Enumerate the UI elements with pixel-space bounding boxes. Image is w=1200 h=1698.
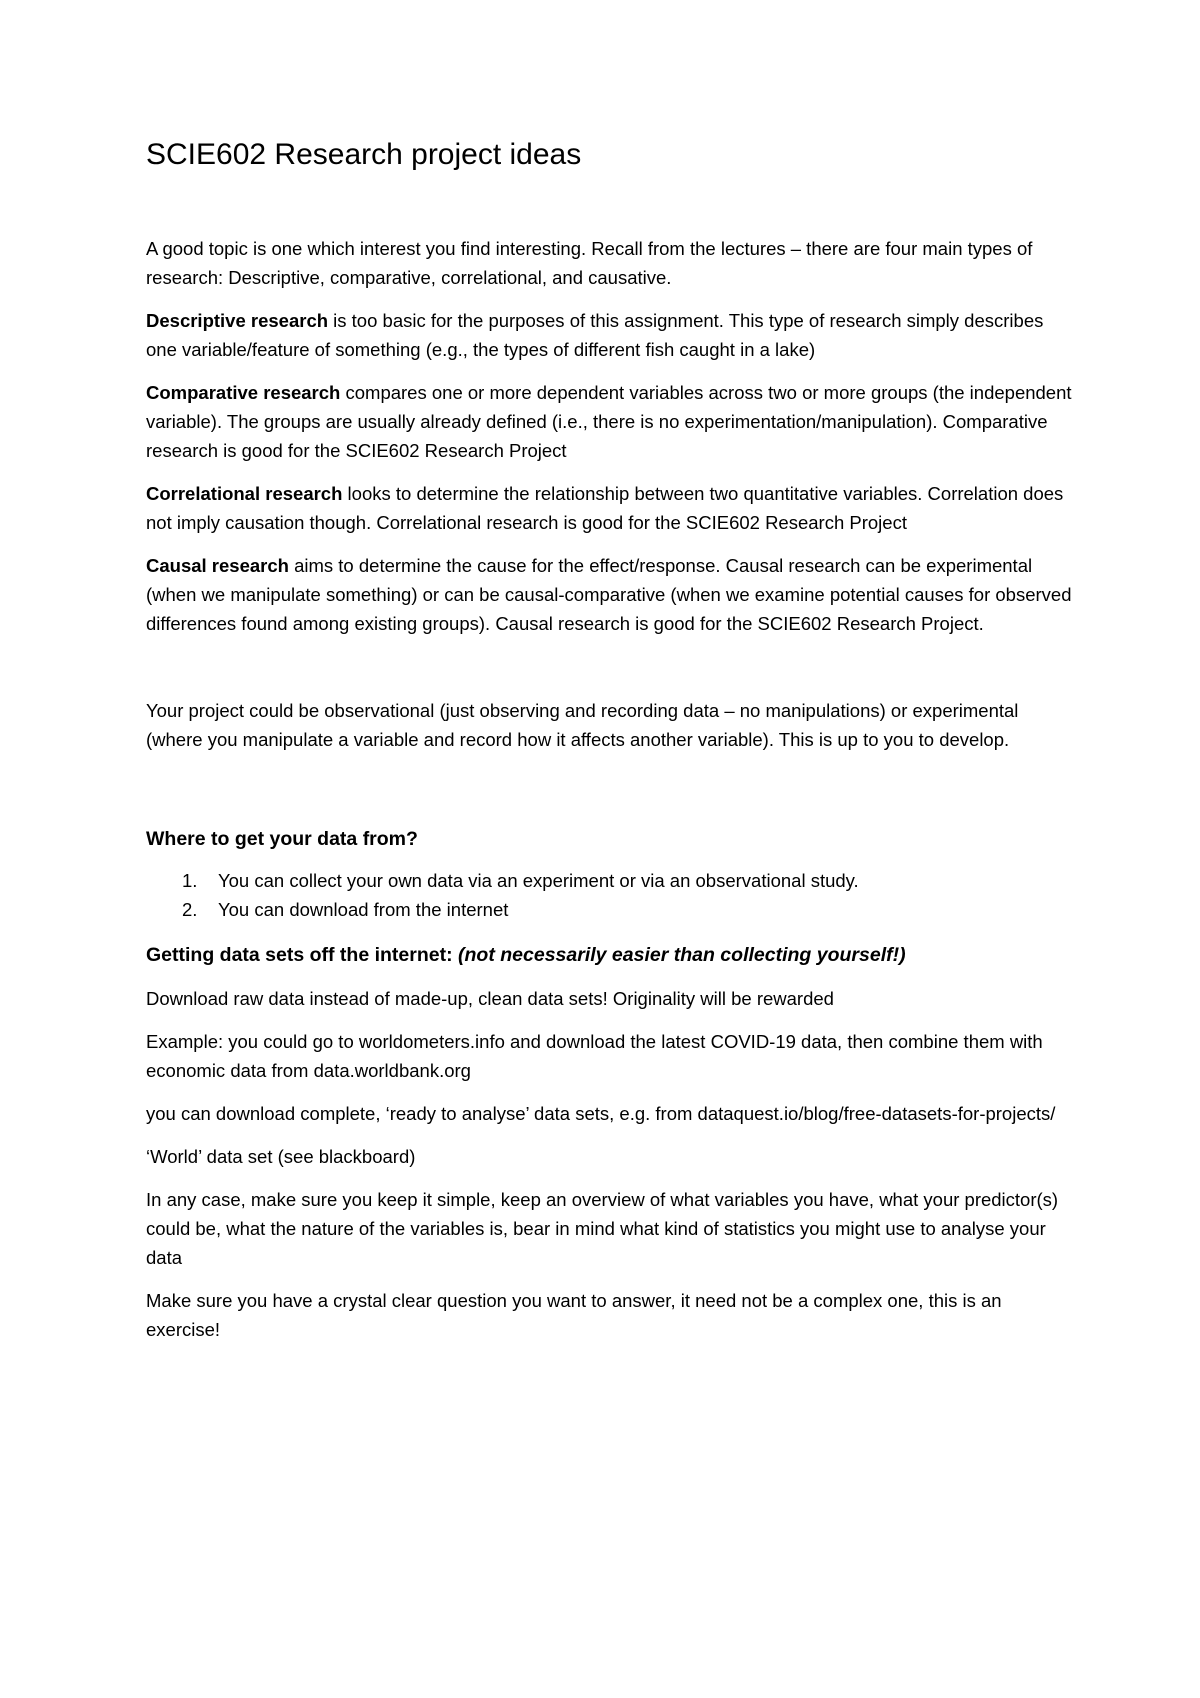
descriptive-research-paragraph: [146, 306, 1076, 364]
comparative-research-term: Comparative research: [146, 382, 341, 403]
example-paragraph: Example: you could go to worldometers.info and download the latest COVID-19 data, then combine them with economic data from data.worldbank.org: [146, 1031, 1043, 1081]
internet-data-heading: [146, 940, 1076, 970]
download-datasets-paragraph: you can download complete, ‘ready to analyse’ data sets, e.g. from dataquest.io/blog/free-datasets-for-projects/: [146, 1103, 1056, 1124]
list-item: [146, 895, 1076, 924]
comparative-research-text: compares one or more dependent variables across two or more groups (the independent variable). The groups are usually already defined (i.e., there is no experimentation/manipulation). Comparative research is good for the SCIE602 Research Project: [146, 382, 1072, 461]
correlational-research-paragraph: [146, 479, 1076, 537]
causal-research-text: aims to determine the cause for the effect/response. Causal research can be experimental (when we manipulate something) or can be causal-comparative (when we examine potential causes for observed differences found among existing groups). Causal research is good for the SCIE602 Research Project.: [146, 555, 1072, 634]
descriptive-research-text: is too basic for the purposes of this assignment. This type of research simply describes one variable/feature of something (e.g., the types of different fish caught in a lake): [146, 310, 1044, 360]
world-dataset-paragraph: ‘World’ data set (see blackboard): [146, 1146, 416, 1167]
observational-note-paragraph: Your project could be observational (just observing and recording data – no manipulations) or experimental (where you manipulate a variable and record how it affects another variable). This is up to you to develop.: [146, 700, 1019, 750]
list-item-number: 2.: [182, 899, 198, 920]
page-title: SCIE602 Research project ideas: [146, 138, 582, 171]
internet-data-heading-emphasis: (not necessarily easier than collecting yourself!): [458, 944, 906, 966]
correlational-research-term: Correlational research: [146, 483, 343, 504]
raw-data-paragraph: Download raw data instead of made-up, clean data sets! Originality will be rewarded: [146, 988, 834, 1009]
list-item-number: 1.: [182, 870, 198, 891]
data-source-heading: Where to get your data from?: [146, 828, 418, 850]
list-item-text: You can download from the internet: [218, 899, 509, 920]
causal-research-term: Causal research: [146, 555, 289, 576]
list-item: [146, 866, 1076, 895]
document-content: [146, 136, 1076, 1344]
causal-research-paragraph: [146, 551, 1076, 638]
correlational-research-text: looks to determine the relationship between two quantitative variables. Correlation does not imply causation though. Correlational research is good for the SCIE602 Research Project: [146, 483, 1064, 533]
data-source-list: [146, 866, 1076, 924]
comparative-research-paragraph: [146, 378, 1076, 465]
intro-paragraph: A good topic is one which interest you find interesting. Recall from the lectures – there are four main types of research: Descriptive, comparative, correlational, and causative.: [146, 238, 1033, 288]
clear-question-paragraph: Make sure you have a crystal clear question you want to answer, it need not be a complex one, this is an exercise!: [146, 1290, 1002, 1340]
keep-simple-paragraph: In any case, make sure you keep it simple, keep an overview of what variables you have, what your predictor(s) could be, what the nature of the variables is, bear in mind what kind of statistics you might use to analyse your data: [146, 1189, 1059, 1268]
descriptive-research-term: Descriptive research: [146, 310, 329, 331]
internet-data-heading-main: Getting data sets off the internet:: [146, 944, 459, 966]
list-item-text: You can collect your own data via an experiment or via an observational study.: [218, 870, 859, 891]
